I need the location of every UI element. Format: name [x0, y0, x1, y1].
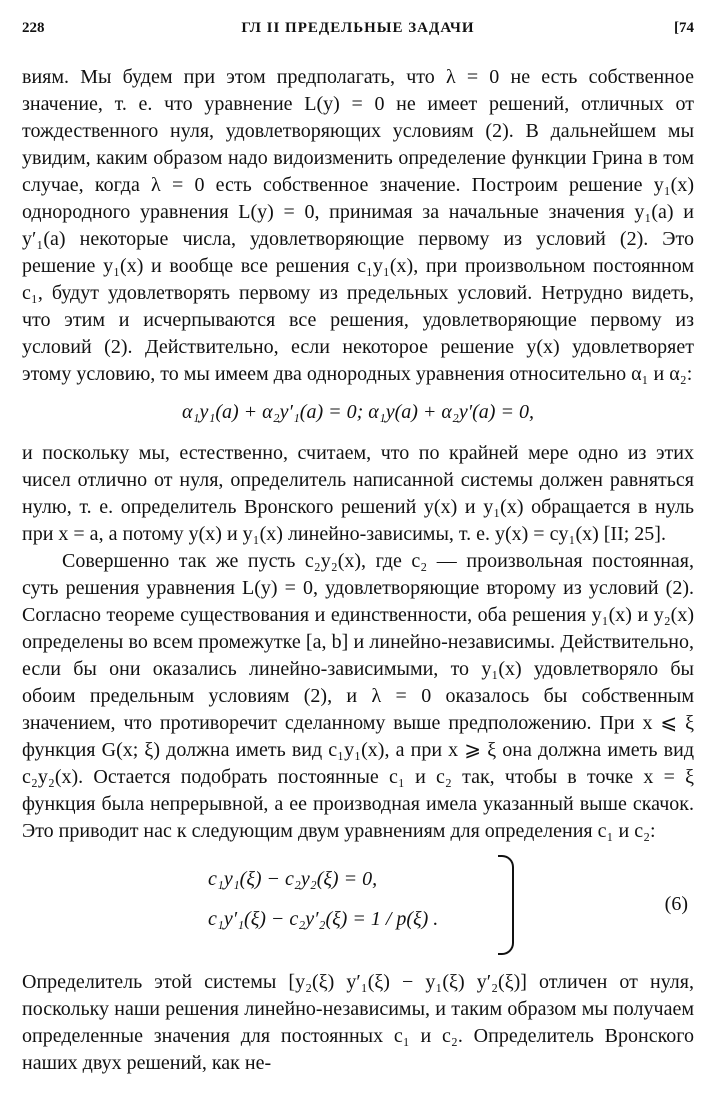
system-lines [208, 859, 438, 939]
right-brace [498, 855, 514, 955]
paragraph-1: виям. Мы будем при этом предполагать, что λ = 0 не есть собственное значение, т. е. что уравнение L(y) = 0 не имеет решений, отличных от тождественного нуля, удовлетворяющих условиям (2). В дальнейшем мы увидим, каким образом надо видоизменить определение функции Грина в том случае, когда λ = 0 есть собственное значение. Построим решение y₁(x) однородного уравнения L(y) = 0, принимая за начальные значения y₁(a) и y′₁(a) некоторые числа, удовлетворяющие первому из условий (2). Это решение y₁(x) и вообще все решения c₁y₁(x), при произвольном постоянном c₁, будут удовлетворять первому из предельных условий. Нетрудно видеть, что этим и исчерпываются все решения, удовлетворяющие первому из условий (2). Действительно, если некоторое решение y(x) удовлетворяет этому условию, то мы имеем два однородных уравнения относительно α₁ и α₂: [22, 66, 694, 385]
page-number: 228 [22, 20, 45, 36]
equation-alpha-system: α₁y₁(a) + α₂y′₁(a) = 0; α₁y(a) + α₂y′(a) = 0, [182, 401, 534, 423]
system-line-1: c₁y₁(ξ) − c₂y₂(ξ) = 0, [208, 868, 378, 890]
main-text [22, 64, 694, 1077]
system-line-2: c₁y′₁(ξ) − c₂y′₂(ξ) = 1 / p(ξ) . [208, 908, 439, 930]
paragraph-4: Определитель этой системы [y₂(ξ) y′₁(ξ) − y₁(ξ) y′₂(ξ)] отличен от нуля, поскольку наши решения линейно-независимы, и таким образом мы получаем определенные значения для постоянных c₁ и c₂. Определитель Вронского наших двух решений, как не- [22, 971, 694, 1074]
paragraph-2: и поскольку мы, естественно, считаем, что по крайней мере одно из этих чисел отлично от нуля, определитель написанной системы должен равняться нулю, т. е. определитель Вронского решений y(x) и y₁(x) обращается в нуль при x = a, а потому y(x) и y₁(x) линейно-зависимы, т. е. y(x) = cy₁(x) [II; 25]. [22, 442, 694, 545]
paragraph-3: Совершенно так же пусть c₂y₂(x), где c₂ — произвольная постоянная, суть решения уравнения L(y) = 0, удовлетворяющие второму из условий (2). Согласно теореме существования и единственности, оба решения y₁(x) и y₂(x) определены во всем промежутке [a, b] и линейно-независимы. Действительно, если бы они оказались линейно-зависимыми, то y₁(x) удовлетворяло бы обоим предельным условиям (2), и λ = 0 оказалось бы собственным значением, что противоречит сделанному выше предположению. При x ⩽ ξ функция G(x; ξ) должна иметь вид c₁y₁(x), а при x ⩾ ξ она должна иметь вид c₂y₂(x). Остается подобрать постоянные c₁ и c₂ так, чтобы в точке x = ξ функция была непрерывной, а ее производная имела указанный выше скачок. Это приводит нас к следующим двум уравнениям для определения c₁ и c₂: [22, 550, 694, 842]
chapter-title: ГЛ II ПРЕДЕЛЬНЫЕ ЗАДАЧИ [241, 20, 475, 36]
running-header [22, 20, 694, 44]
equation-system-6 [22, 855, 694, 959]
equation-number: (6) [664, 893, 688, 915]
section-number: [74 [674, 20, 694, 36]
